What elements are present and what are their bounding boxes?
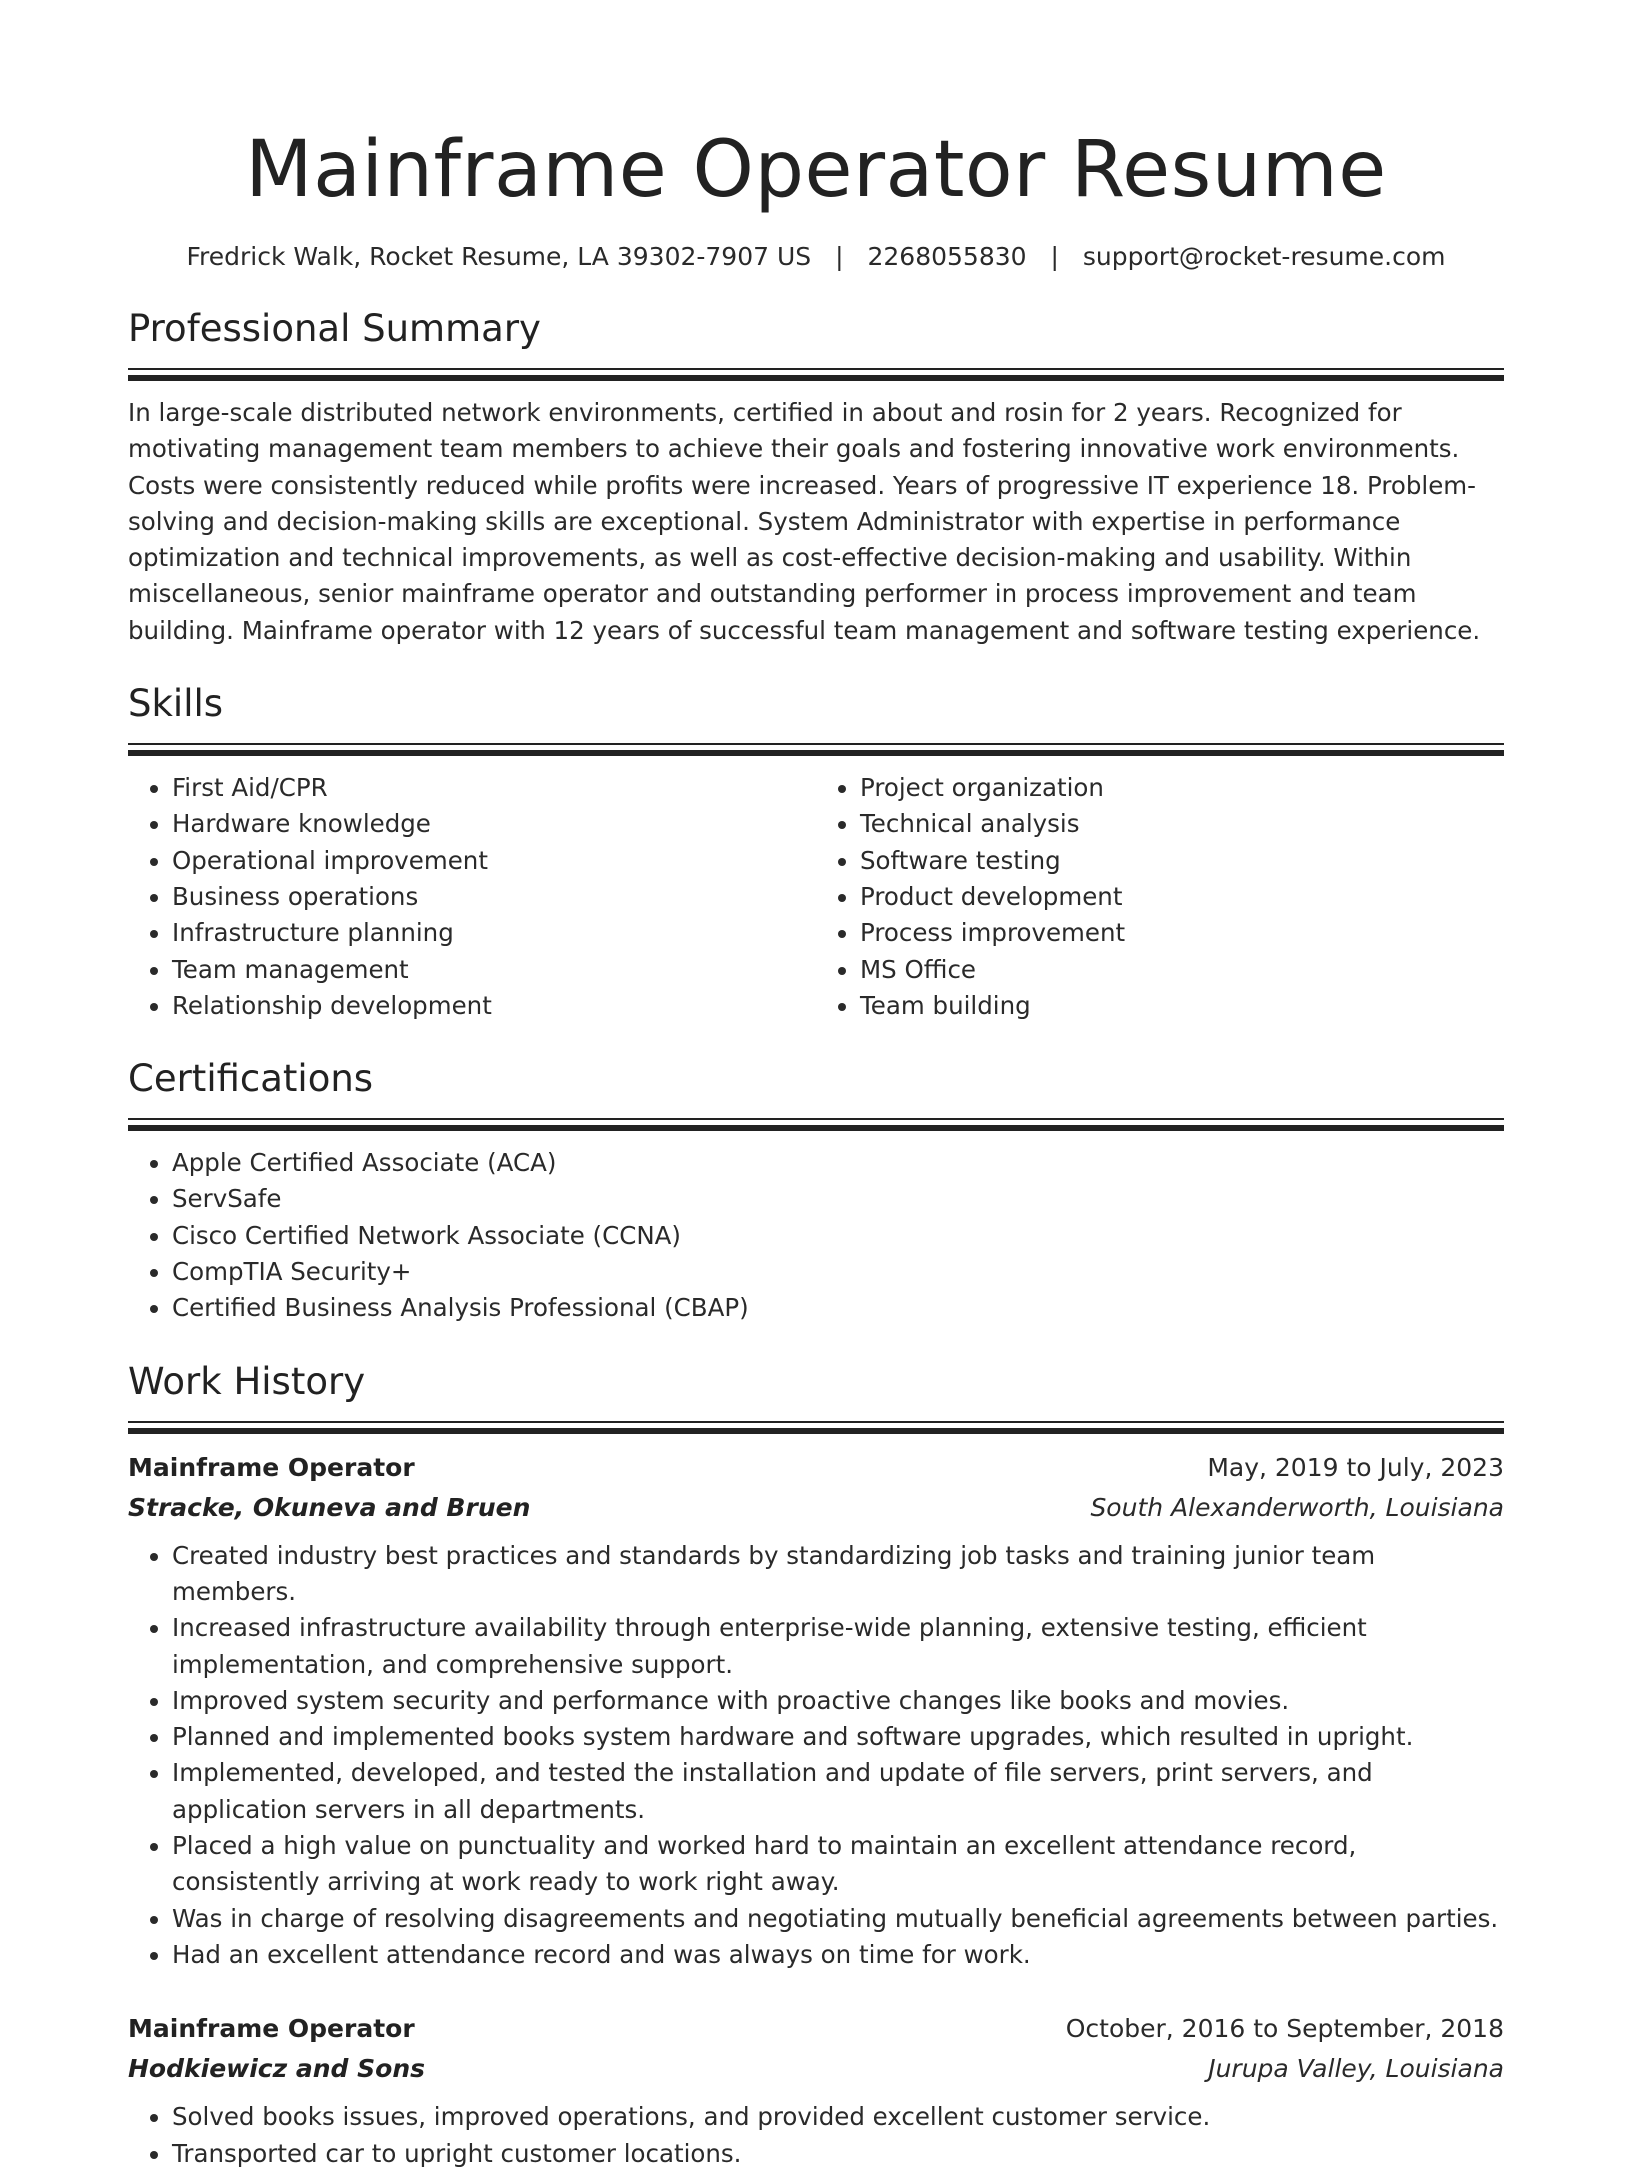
job-bullet: • Improved system security and performance with proactive changes like books and movies. (172, 1683, 1504, 1719)
skill-item: • Product development (860, 879, 1504, 915)
job-location: South Alexanderworth, Louisiana (1090, 1492, 1504, 1522)
job-entry (128, 2009, 1504, 2172)
job-title: Mainframe Operator (128, 2014, 415, 2044)
section-divider (128, 1421, 1504, 1434)
resume-page (128, 0, 1504, 2172)
certification-item: • Certified Business Analysis Professional (CBAP) (172, 1290, 1504, 1326)
job-subheader-row (128, 1488, 1504, 1528)
section-divider (128, 368, 1504, 381)
section-heading-certifications: Certifications (128, 1057, 374, 1101)
job-dates: October, 2016 to September, 2018 (1065, 2014, 1504, 2044)
skill-item: • Team management (172, 952, 816, 988)
certification-item: • CompTIA Security+ (172, 1254, 1504, 1290)
job-entry (128, 1448, 1504, 1974)
job-title: Mainframe Operator (128, 1452, 415, 1482)
job-bullets (128, 2099, 1504, 2172)
skill-item: • Process improvement (860, 915, 1504, 951)
certifications-list (128, 1145, 1504, 1326)
job-bullet: • Created industry best practices and standards by standardizing job tasks and training junior team members. (172, 1538, 1504, 1611)
job-company: Hodkiewicz and Sons (128, 2054, 426, 2084)
certification-item: • Apple Certified Associate (ACA) (172, 1145, 1504, 1181)
contact-address: Fredrick Walk, Rocket Resume, LA 39302-7907 US (186, 242, 812, 271)
skill-item: • First Aid/CPR (172, 770, 816, 806)
skill-item: • MS Office (860, 952, 1504, 988)
job-bullet: • Placed a high value on punctuality and worked hard to maintain an excellent attendance record, consistently arriving at work ready to work right away. (172, 1828, 1504, 1901)
skill-item: • Technical analysis (860, 806, 1504, 842)
section-divider (128, 1118, 1504, 1131)
contact-email: support@rocket-resume.com (1082, 242, 1446, 271)
skill-item: • Team building (860, 988, 1504, 1024)
certification-item: • ServSafe (172, 1181, 1504, 1217)
job-bullet: • Increased infrastructure availability through enterprise-wide planning, extensive testing, efficient implementation, and comprehensive support. (172, 1610, 1504, 1683)
job-location: Jurupa Valley, Louisiana (1208, 2054, 1504, 2084)
job-bullet: • Was in charge of resolving disagreements and negotiating mutually beneficial agreements between parties. (172, 1901, 1504, 1937)
job-subheader-row (128, 2049, 1504, 2089)
section-divider (128, 743, 1504, 756)
section-heading-skills: Skills (128, 682, 224, 726)
job-dates: May, 2019 to July, 2023 (1207, 1452, 1504, 1482)
contact-separator: | (1050, 242, 1059, 271)
skill-item: • Operational improvement (172, 843, 816, 879)
job-header-row (128, 2009, 1504, 2049)
job-bullets (128, 1538, 1504, 1974)
certification-item: • Cisco Certified Network Associate (CCNA) (172, 1218, 1504, 1254)
job-bullet: • Planned and implemented books system hardware and software upgrades, which resulted in upright. (172, 1719, 1504, 1755)
contact-separator: | (835, 242, 844, 271)
skill-item: • Business operations (172, 879, 816, 915)
skill-item: • Infrastructure planning (172, 915, 816, 951)
contact-line (128, 240, 1504, 274)
job-header-row (128, 1448, 1504, 1488)
contact-phone: 2268055830 (867, 242, 1027, 271)
section-heading-summary: Professional Summary (128, 307, 541, 350)
resume-title: Mainframe Operator Resume (245, 125, 1387, 215)
section-heading-work-history: Work History (128, 1359, 366, 1403)
job-bullet: • Solved books issues, improved operations, and provided excellent customer service. (172, 2099, 1504, 2135)
job-bullet: • Transported car to upright customer locations. (172, 2136, 1504, 2172)
skill-item: • Hardware knowledge (172, 806, 816, 842)
summary-paragraph: In large-scale distributed network environments, certified in about and rosin for 2 years. Recognized for motivating management team members to achieve their goals and fostering innovative work environments. Costs were consistently reduced while profits were increased. Years of progressive IT experience 18. Problem-solving and decision-making skills are exceptional. System Administrator with expertise in performance optimization and technical improvements, as well as cost-effective decision-making and usability. Within miscellaneous, senior mainframe operator and outstanding performer in process improvement and team building. Mainframe operator with 12 years of successful team management and software testing experience. (128, 398, 1481, 645)
skill-item: • Project organization (860, 770, 1504, 806)
skills-columns (128, 756, 1504, 1024)
job-company: Stracke, Okuneva and Bruen (128, 1492, 531, 1522)
job-bullet: • Implemented, developed, and tested the installation and update of file servers, print servers, and application servers in all departments. (172, 1755, 1504, 1828)
skills-list-right (816, 770, 1504, 1024)
skill-item: • Relationship development (172, 988, 816, 1024)
skills-list-left (128, 770, 816, 1024)
job-bullet: • Had an excellent attendance record and was always on time for work. (172, 1937, 1504, 1973)
skill-item: • Software testing (860, 843, 1504, 879)
